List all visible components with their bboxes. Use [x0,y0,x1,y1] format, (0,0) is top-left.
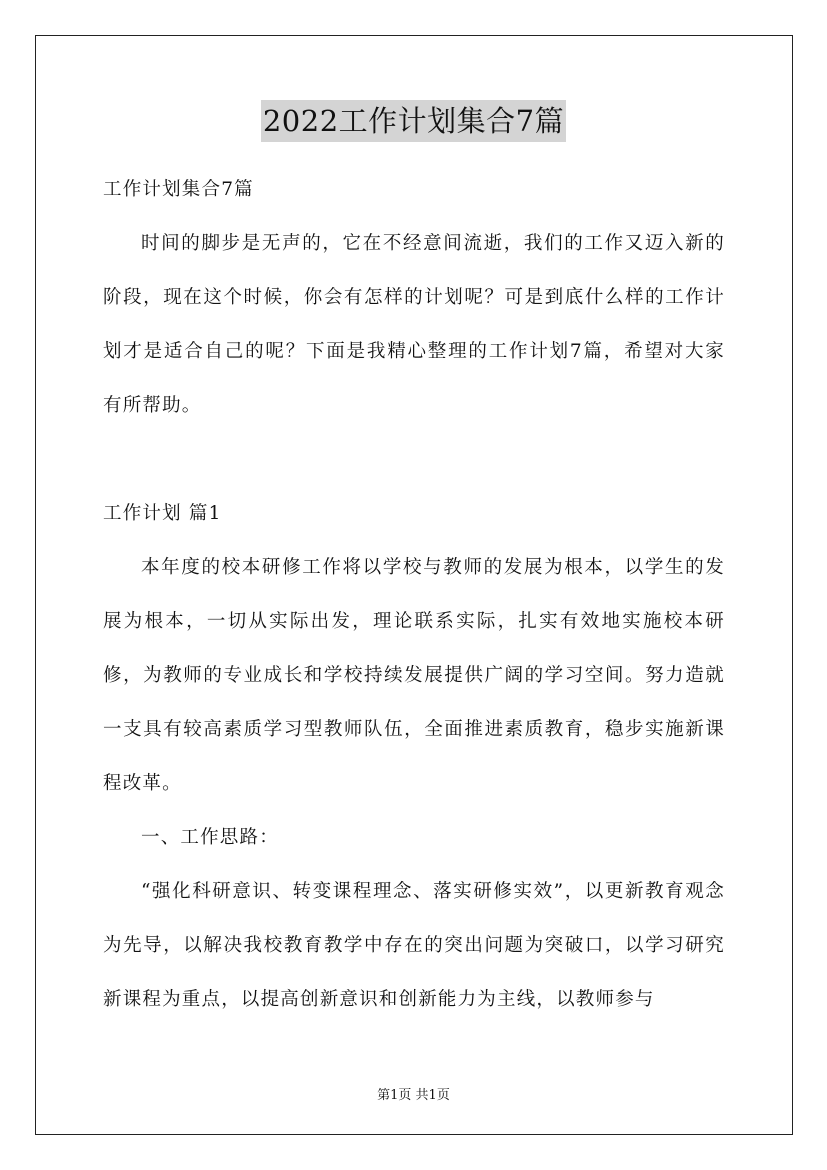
title-container [0,100,827,142]
section-paragraph: 本年度的校本研修工作将以学校与教师的发展为根本，以学生的发展为根本，一切从实际出发，理论联系实际，扎实有效地实施校本研修，为教师的专业成长和学校持续发展提供广阔的学习空间。努力造就一支具有较高素质学习型教师队伍，全面推进素质教育，稳步实施新课程改革。 [103,557,725,794]
document-subtitle: 工作计划集合7篇 [103,179,254,200]
document-title: 2022工作计划集合7篇 [261,100,566,142]
document-body [103,163,725,1027]
page-footer: 第1页 共1页 [377,1088,450,1103]
section-heading: 工作计划 篇1 [103,503,222,524]
paragraph-spacer [103,433,725,487]
section-subheading: 一、工作思路： [141,827,279,848]
section-paragraph-2: “强化科研意识、转变课程理念、落实研修实效”，以更新教育观念为先导，以解决我校教育教学中存在的突出问题为突破口，以学习研究新课程为重点，以提高创新意识和创新能力为主线，以教师参与 [103,881,725,1010]
intro-paragraph: 时间的脚步是无声的，它在不经意间流逝，我们的工作又迈入新的阶段，现在这个时候，你会有怎样的计划呢？可是到底什么样的工作计划才是适合自己的呢？下面是我精心整理的工作计划7篇，希望对大家有所帮助。 [103,233,725,416]
